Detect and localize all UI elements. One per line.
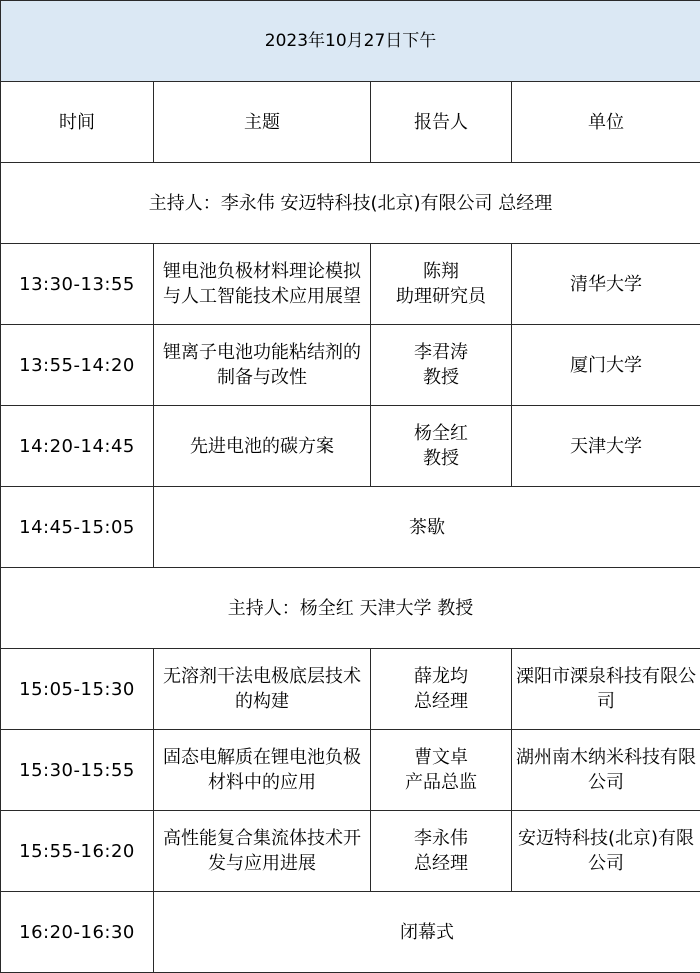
topic-cell: 高性能复合集流体技术开发与应用进展 xyxy=(154,811,371,892)
speaker-cell xyxy=(371,406,512,487)
talk-row xyxy=(1,406,700,487)
topic-cell: 固态电解质在锂电池负极材料中的应用 xyxy=(154,730,371,811)
time-cell: 15:30-15:55 xyxy=(1,730,154,811)
time-cell: 14:20-14:45 xyxy=(1,406,154,487)
header-topic: 主题 xyxy=(154,82,371,163)
speaker-title: 产品总监 xyxy=(375,770,507,795)
speaker-title: 总经理 xyxy=(375,851,507,876)
time-cell: 15:55-16:20 xyxy=(1,811,154,892)
title-row xyxy=(1,1,700,82)
host-cell: 主持人：李永伟 安迈特科技(北京)有限公司 总经理 xyxy=(1,163,700,244)
org-cell: 清华大学 xyxy=(512,244,700,325)
speaker-cell xyxy=(371,649,512,730)
header-speaker: 报告人 xyxy=(371,82,512,163)
talk-row xyxy=(1,649,700,730)
time-cell: 15:05-15:30 xyxy=(1,649,154,730)
speaker-name: 李永伟 xyxy=(375,826,507,851)
schedule-title: 2023年10月27日下午 xyxy=(1,1,700,82)
speaker-cell xyxy=(371,244,512,325)
speaker-title: 总经理 xyxy=(375,689,507,714)
speaker-cell xyxy=(371,730,512,811)
org-cell: 湖州南木纳米科技有限公司 xyxy=(512,730,700,811)
speaker-cell xyxy=(371,325,512,406)
session-row xyxy=(1,487,700,568)
topic-cell: 锂电池负极材料理论模拟与人工智能技术应用展望 xyxy=(154,244,371,325)
host-cell: 主持人：杨全红 天津大学 教授 xyxy=(1,568,700,649)
topic-cell: 无溶剂干法电极底层技术的构建 xyxy=(154,649,371,730)
time-cell: 13:55-14:20 xyxy=(1,325,154,406)
topic-cell: 先进电池的碳方案 xyxy=(154,406,371,487)
speaker-name: 陈翔 xyxy=(375,259,507,284)
time-cell: 14:45-15:05 xyxy=(1,487,154,568)
org-cell: 厦门大学 xyxy=(512,325,700,406)
org-cell: 溧阳市溧泉科技有限公司 xyxy=(512,649,700,730)
speaker-name: 薛龙均 xyxy=(375,664,507,689)
session-event-cell: 闭幕式 xyxy=(154,892,700,973)
speaker-title: 助理研究员 xyxy=(375,284,507,309)
speaker-name: 李君涛 xyxy=(375,340,507,365)
talk-row xyxy=(1,325,700,406)
talk-row xyxy=(1,811,700,892)
header-row xyxy=(1,82,700,163)
speaker-name: 曹文卓 xyxy=(375,745,507,770)
session-event-cell: 茶歇 xyxy=(154,487,700,568)
host-row xyxy=(1,568,700,649)
host-row xyxy=(1,163,700,244)
topic-cell: 锂离子电池功能粘结剂的制备与改性 xyxy=(154,325,371,406)
speaker-cell xyxy=(371,811,512,892)
talk-row xyxy=(1,730,700,811)
session-row xyxy=(1,892,700,973)
header-org: 单位 xyxy=(512,82,700,163)
talk-row xyxy=(1,244,700,325)
speaker-title: 教授 xyxy=(375,446,507,471)
speaker-name: 杨全红 xyxy=(375,421,507,446)
org-cell: 安迈特科技(北京)有限公司 xyxy=(512,811,700,892)
speaker-title: 教授 xyxy=(375,365,507,390)
time-cell: 13:30-13:55 xyxy=(1,244,154,325)
header-time: 时间 xyxy=(1,82,154,163)
time-cell: 16:20-16:30 xyxy=(1,892,154,973)
org-cell: 天津大学 xyxy=(512,406,700,487)
